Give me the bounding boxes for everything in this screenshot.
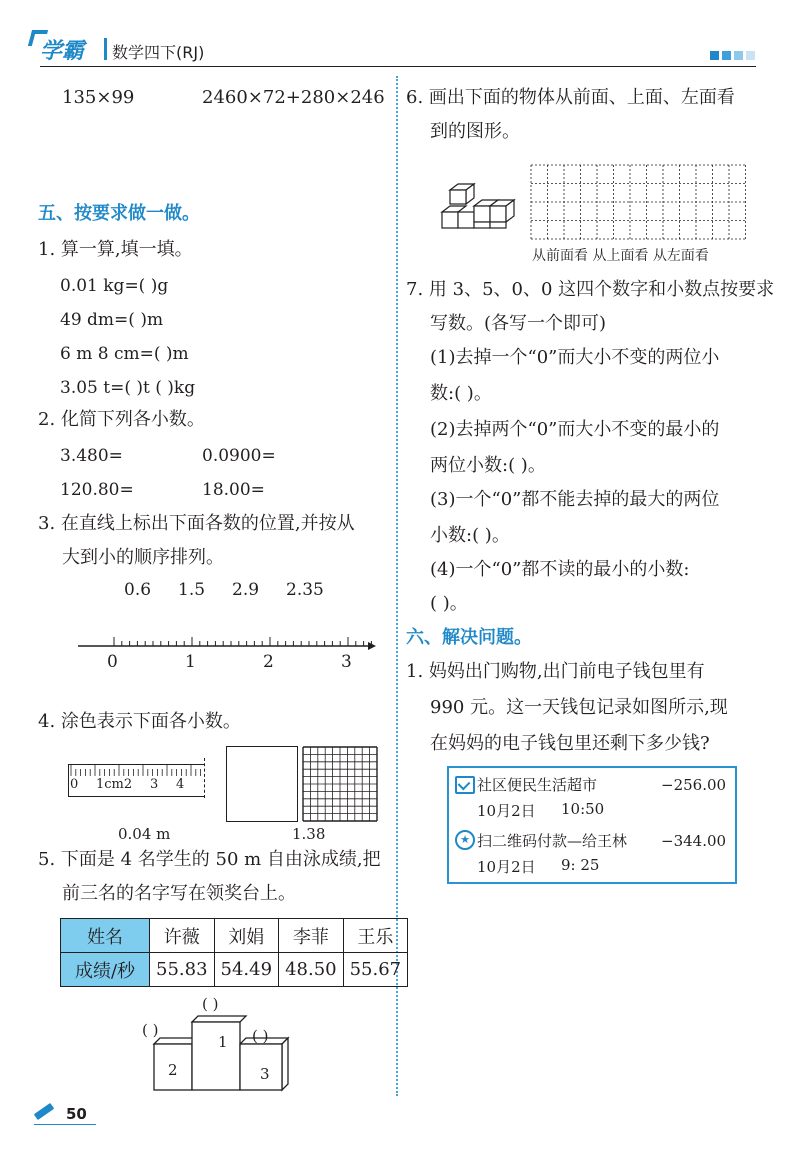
- podium-place: 2: [168, 1061, 178, 1079]
- table-cell: 55.83: [150, 953, 215, 987]
- star-badge-icon: ★: [455, 830, 475, 850]
- ruler-label: 1cm2: [96, 777, 133, 792]
- number-line: [76, 632, 376, 672]
- axis-label: 1: [185, 652, 196, 672]
- shade-square: [226, 746, 298, 822]
- axis-label: 2: [263, 652, 274, 672]
- q2-title: 2. 化简下列各小数。: [38, 409, 205, 430]
- q5-title-line2: 前三名的名字写在领奖台上。: [62, 883, 296, 904]
- score-table: [60, 918, 408, 987]
- podium-blank: ( ): [142, 1021, 159, 1039]
- ruler-label: 3: [150, 777, 159, 792]
- q1-line: 6 m 8 cm=( )m: [60, 344, 189, 364]
- table-cell: 刘娟: [214, 919, 279, 953]
- q7-line: (4)一个“0”都不读的最小的小数:: [430, 559, 690, 580]
- q3-title: 3. 在直线上标出下面各数的位置,并按从: [38, 513, 355, 534]
- calc-a: 135×99: [62, 87, 135, 108]
- q1-line: 49 dm=( )m: [60, 310, 164, 330]
- wallet-name: 扫二维码付款—给王林: [477, 832, 628, 850]
- q1-line: 3.05 t=( )t ( )kg: [60, 378, 196, 398]
- wallet-record: [447, 766, 737, 884]
- s6-q1-line: 在妈妈的电子钱包里还剩下多少钱?: [430, 733, 710, 754]
- q3-title-line2: 大到小的顺序排列。: [62, 547, 224, 568]
- table-cell: 54.49: [214, 953, 279, 987]
- podium-place: 3: [260, 1065, 270, 1083]
- q3-number: 2.9: [232, 580, 260, 600]
- podium-place: 1: [218, 1033, 228, 1051]
- q7-line: (3)一个“0”都不能去掉的最大的两位: [430, 489, 720, 510]
- logo: 学霸: [40, 39, 85, 64]
- s6-q1-line: 990 元。这一天钱包记录如图所示,现: [430, 697, 728, 718]
- q1-line: 0.01 kg=( )g: [60, 276, 169, 296]
- q3-number: 0.6: [124, 580, 152, 600]
- wallet-name: 社区便民生活超市: [477, 776, 598, 794]
- podium-blank: ( ): [202, 995, 219, 1013]
- table-cell: 成绩/秒: [61, 953, 150, 987]
- wallet-amount: −256.00: [661, 776, 727, 794]
- table-cell: 48.50: [279, 953, 344, 987]
- table-cell: 55.67: [343, 953, 408, 987]
- q7-line: (1)去掉一个“0”而大小不变的两位小: [430, 347, 720, 368]
- table-row: [61, 919, 408, 953]
- q4-caption: 0.04 m: [118, 825, 171, 843]
- q2-item: 18.00=: [202, 480, 265, 500]
- header-rule: [40, 66, 756, 67]
- section6-title: 六、解决问题。: [406, 627, 532, 648]
- q7-line: 小数:( )。: [430, 525, 510, 546]
- wallet-date: 10月2日: [477, 858, 536, 876]
- header-subtitle: 数学四下(RJ): [112, 43, 205, 62]
- table-cell: 许薇: [150, 919, 215, 953]
- q7-title-line2: 写数。(各写一个即可): [430, 313, 607, 334]
- table-cell: 姓名: [61, 919, 150, 953]
- q5-title: 5. 下面是 4 名学生的 50 m 自由泳成绩,把: [38, 849, 381, 870]
- table-cell: 李菲: [279, 919, 344, 953]
- header-divider: [104, 38, 107, 60]
- ruler-label: 4: [176, 777, 185, 792]
- pencil-icon: [34, 1103, 54, 1120]
- q1-title: 1. 算一算,填一填。: [38, 239, 193, 260]
- ruler-figure: [64, 756, 216, 798]
- ruler-label: 0: [70, 777, 79, 792]
- q7-line: (2)去掉两个“0”而大小不变的最小的: [430, 419, 720, 440]
- table-cell: 王乐: [343, 919, 408, 953]
- q7-line: 数:( )。: [430, 383, 492, 404]
- calc-b: 2460×72+280×246: [202, 87, 385, 108]
- q4-title: 4. 涂色表示下面各小数。: [38, 711, 241, 732]
- q2-item: 120.80=: [60, 480, 134, 500]
- podium-blank: ( ): [252, 1027, 269, 1045]
- section5-title: 五、按要求做一做。: [38, 203, 200, 224]
- q7-line: 两位小数:( )。: [430, 455, 546, 476]
- q7-title: 7. 用 3、5、0、0 这四个数字和小数点按要求: [406, 279, 775, 300]
- view-labels: 从前面看 从上面看 从左面看: [532, 248, 709, 264]
- table-row: [61, 953, 408, 987]
- axis-label: 3: [341, 652, 352, 672]
- cube-figure: [436, 182, 520, 236]
- drawing-grid: [530, 164, 746, 240]
- footer-rule: [34, 1124, 96, 1125]
- wallet-date: 10月2日: [477, 802, 536, 820]
- q2-item: 3.480=: [60, 446, 123, 466]
- q3-number: 2.35: [286, 580, 324, 600]
- q7-line: ( )。: [430, 593, 468, 614]
- wallet-time: 9: 25: [561, 856, 600, 874]
- s6-q1-line: 1. 妈妈出门购物,出门前电子钱包里有: [406, 661, 705, 682]
- hundred-grid: [302, 746, 378, 822]
- page-number: 50: [66, 1105, 87, 1123]
- axis-label: 0: [107, 652, 118, 672]
- q6-title-line2: 到的图形。: [430, 121, 520, 142]
- q4-caption: 1.38: [292, 825, 326, 843]
- q6-title: 6. 画出下面的物体从前面、上面、左面看: [406, 87, 735, 108]
- q3-number: 1.5: [178, 580, 206, 600]
- wallet-amount: −344.00: [661, 832, 727, 850]
- q2-item: 0.0900=: [202, 446, 276, 466]
- wallet-time: 10:50: [561, 800, 605, 818]
